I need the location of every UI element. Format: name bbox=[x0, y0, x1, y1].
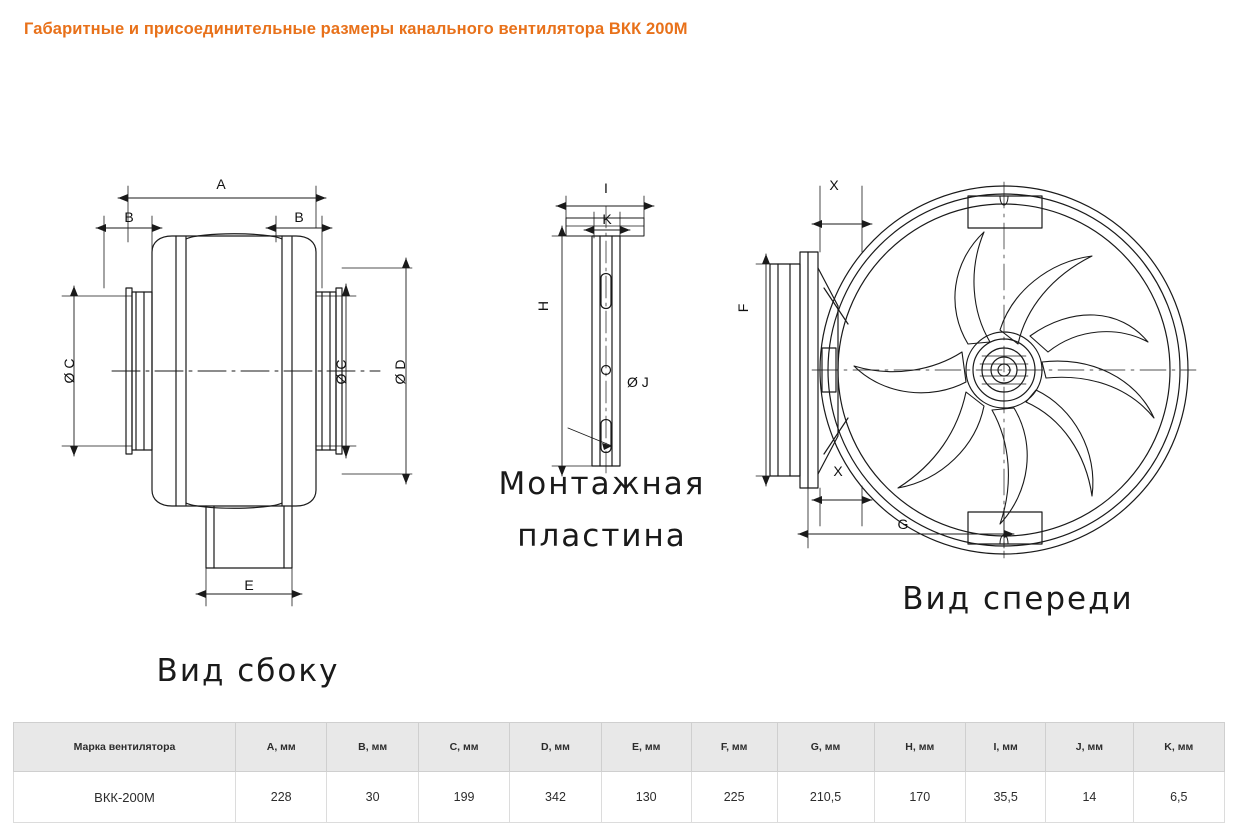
table-header-cell: K, мм bbox=[1133, 723, 1224, 772]
table-header-cell: J, мм bbox=[1046, 723, 1133, 772]
table-cell: 210,5 bbox=[777, 772, 874, 823]
table-header-cell: C, мм bbox=[418, 723, 509, 772]
caption-mounting-plate-line2: пластина bbox=[517, 518, 687, 554]
table-header-row bbox=[14, 723, 1225, 772]
dimensions-table bbox=[13, 722, 1225, 823]
dim-label-e: E bbox=[244, 577, 254, 593]
table-cell: 228 bbox=[236, 772, 327, 823]
table-header-cell: B, мм bbox=[327, 723, 418, 772]
dim-label-g: G bbox=[897, 516, 909, 532]
dim-label-a: A bbox=[216, 176, 226, 192]
page-title: Габаритные и присоединительные размеры канального вентилятора ВКК 200М bbox=[24, 20, 688, 38]
table-cell: 6,5 bbox=[1133, 772, 1224, 823]
dim-label-d: Ø D bbox=[392, 359, 408, 385]
dim-label-b-right: B bbox=[294, 209, 304, 225]
table-cell: 225 bbox=[691, 772, 777, 823]
dim-label-c-left: Ø C bbox=[61, 358, 77, 384]
table-header-cell: E, мм bbox=[601, 723, 691, 772]
table-cell: 35,5 bbox=[965, 772, 1045, 823]
front-view-drawing bbox=[756, 182, 1196, 558]
table-header-cell: I, мм bbox=[965, 723, 1045, 772]
caption-mounting-plate-line1: Монтажная bbox=[498, 466, 706, 502]
dim-label-f: F bbox=[735, 303, 751, 313]
dim-label-x-bottom: X bbox=[833, 463, 843, 479]
table-header-cell: G, мм bbox=[777, 723, 874, 772]
dim-label-c-right: Ø C bbox=[333, 359, 349, 385]
table-cell: 199 bbox=[418, 772, 509, 823]
mounting-plate-drawing bbox=[552, 196, 654, 476]
dim-label-x-top: X bbox=[829, 177, 839, 193]
table-cell: 30 bbox=[327, 772, 418, 823]
table-header-cell: D, мм bbox=[510, 723, 601, 772]
table-header-cell: A, мм bbox=[236, 723, 327, 772]
table-cell: 14 bbox=[1046, 772, 1133, 823]
dim-label-b-left: B bbox=[124, 209, 134, 225]
table-cell: 130 bbox=[601, 772, 691, 823]
table-cell: 170 bbox=[874, 772, 965, 823]
table-header-cell: H, мм bbox=[874, 723, 965, 772]
dim-label-i: I bbox=[604, 180, 608, 196]
table-header-cell: Марка вентилятора bbox=[14, 723, 236, 772]
side-view-drawing bbox=[62, 186, 412, 606]
caption-front-view: Вид спереди bbox=[902, 581, 1134, 617]
technical-drawing bbox=[0, 56, 1237, 706]
dim-label-j: Ø J bbox=[627, 374, 649, 390]
table-header-cell: F, мм bbox=[691, 723, 777, 772]
caption-side-view: Вид сбоку bbox=[156, 653, 340, 689]
table-cell: 342 bbox=[510, 772, 601, 823]
dim-label-h: H bbox=[535, 300, 551, 312]
table-cell: ВКК-200М bbox=[14, 772, 236, 823]
table-row bbox=[14, 772, 1225, 823]
dim-label-k: K bbox=[602, 211, 612, 227]
